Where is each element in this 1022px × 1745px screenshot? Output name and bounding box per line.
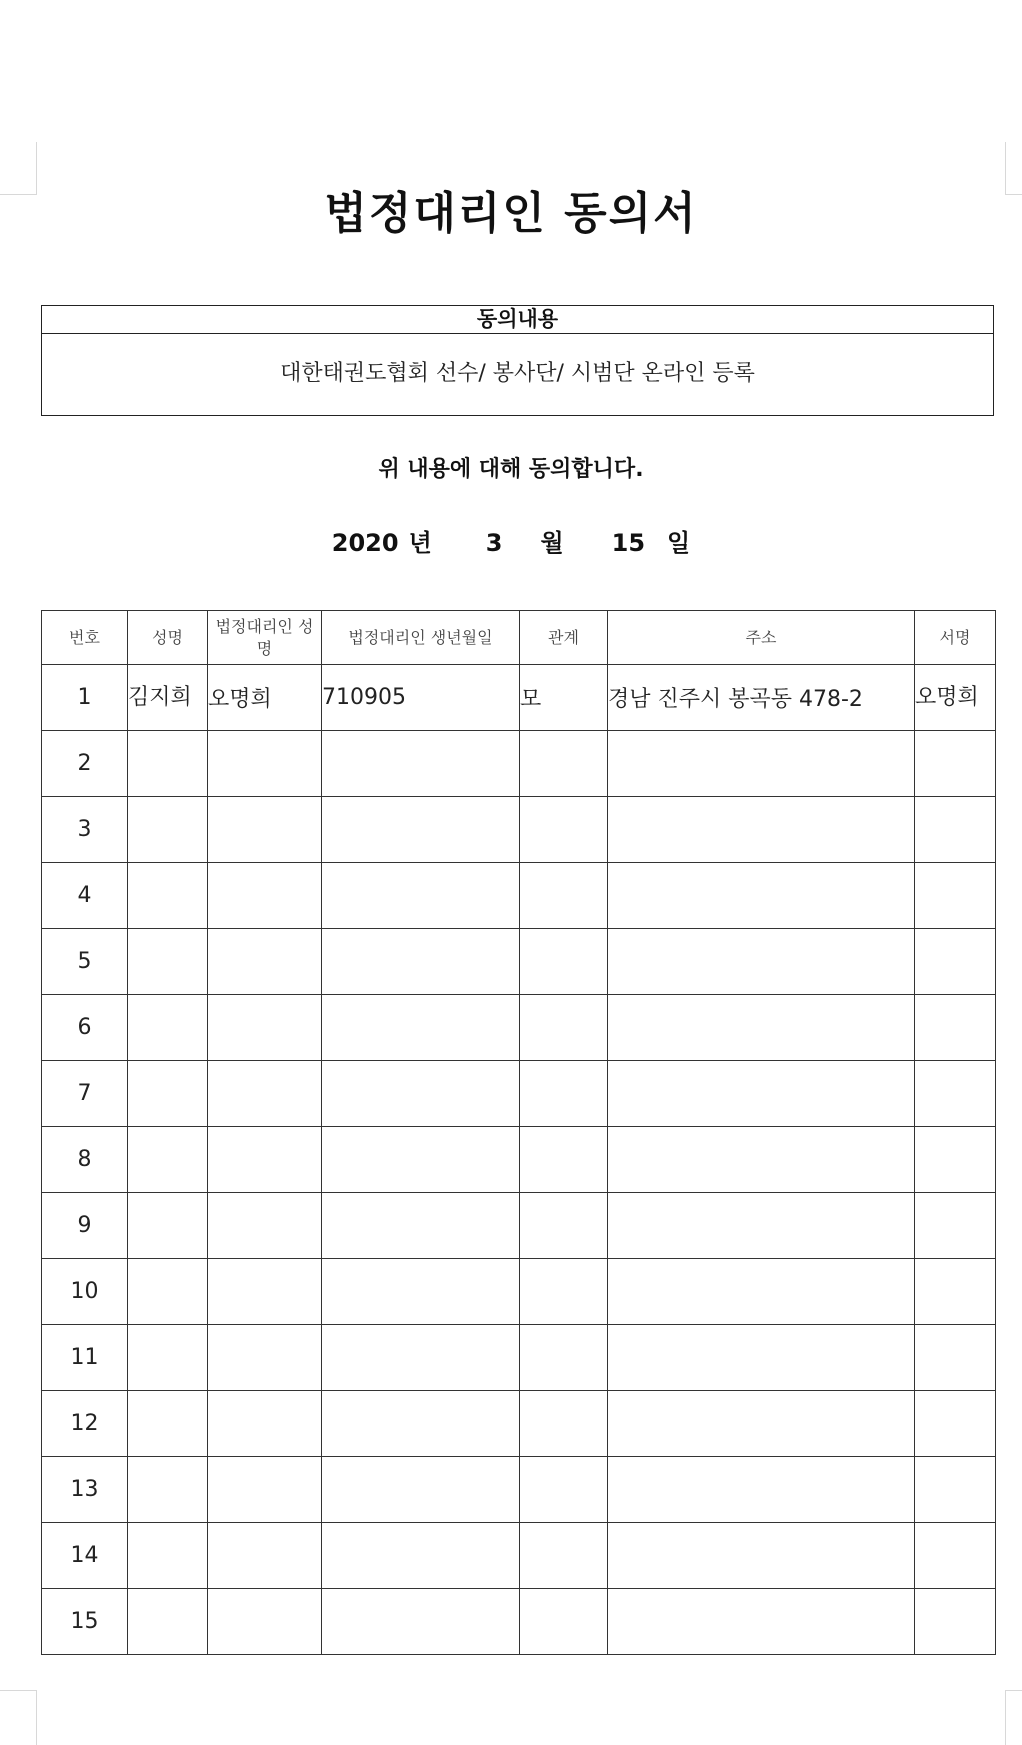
table-row	[42, 731, 996, 797]
guardian-table	[41, 610, 996, 1655]
cell-guardian-name	[208, 731, 322, 797]
cell-number: 6	[42, 995, 128, 1061]
cell-signature	[915, 1193, 996, 1259]
cell-name	[128, 1457, 208, 1523]
cell-number: 3	[42, 797, 128, 863]
cell-guardian-name	[208, 1127, 322, 1193]
cell-number: 13	[42, 1457, 128, 1523]
header-number: 번호	[42, 611, 128, 665]
crop-mark-bottom-right	[1005, 1690, 1022, 1745]
cell-guardian-name	[208, 1457, 322, 1523]
cell-name	[128, 929, 208, 995]
cell-relation: 모	[520, 665, 608, 731]
cell-guardian-birth	[322, 995, 520, 1061]
consent-header: 동의내용	[42, 306, 993, 334]
header-relation: 관계	[520, 611, 608, 665]
header-signature: 서명	[915, 611, 996, 665]
cell-relation	[520, 1589, 608, 1655]
cell-relation	[520, 995, 608, 1061]
table-row	[42, 1457, 996, 1523]
table-row	[42, 1589, 996, 1655]
cell-relation	[520, 1127, 608, 1193]
cell-number: 4	[42, 863, 128, 929]
crop-mark-bottom-left	[0, 1690, 37, 1745]
cell-relation	[520, 1259, 608, 1325]
cell-relation	[520, 1061, 608, 1127]
cell-signature	[915, 1391, 996, 1457]
cell-guardian-name	[208, 1589, 322, 1655]
cell-signature	[915, 1259, 996, 1325]
cell-guardian-name	[208, 797, 322, 863]
cell-signature	[915, 731, 996, 797]
cell-address	[608, 995, 915, 1061]
cell-signature	[915, 1457, 996, 1523]
cell-signature	[915, 1127, 996, 1193]
cell-address	[608, 1193, 915, 1259]
header-name: 성명	[128, 611, 208, 665]
table-row	[42, 1523, 996, 1589]
consent-body: 대한태권도협회 선수/ 봉사단/ 시범단 온라인 등록	[280, 361, 755, 386]
cell-address	[608, 863, 915, 929]
cell-guardian-birth	[322, 863, 520, 929]
cell-relation	[520, 1391, 608, 1457]
header-address: 주소	[608, 611, 915, 665]
cell-name	[128, 797, 208, 863]
cell-address	[608, 1061, 915, 1127]
cell-guardian-birth	[322, 1061, 520, 1127]
table-row	[42, 1127, 996, 1193]
cell-guardian-birth	[322, 1457, 520, 1523]
cell-address: 경남 진주시 봉곡동 478-2	[608, 665, 915, 731]
table-row	[42, 1325, 996, 1391]
cell-address	[608, 1589, 915, 1655]
cell-guardian-name: 오명희	[208, 665, 322, 731]
cell-guardian-name	[208, 1061, 322, 1127]
cell-guardian-birth	[322, 1193, 520, 1259]
cell-guardian-birth	[322, 731, 520, 797]
table-row	[42, 929, 996, 995]
cell-name	[128, 1391, 208, 1457]
cell-guardian-birth	[322, 1259, 520, 1325]
cell-number: 8	[42, 1127, 128, 1193]
cell-name	[128, 1523, 208, 1589]
cell-guardian-name	[208, 995, 322, 1061]
date-year-unit: 년	[408, 529, 432, 557]
cell-guardian-name	[208, 1193, 322, 1259]
table-row	[42, 1061, 996, 1127]
cell-name	[128, 1589, 208, 1655]
cell-address	[608, 929, 915, 995]
cell-number: 14	[42, 1523, 128, 1589]
cell-guardian-name	[208, 1325, 322, 1391]
cell-address	[608, 797, 915, 863]
cell-name	[128, 731, 208, 797]
cell-name	[128, 1193, 208, 1259]
cell-signature: 오명희	[915, 665, 996, 731]
cell-relation	[520, 731, 608, 797]
cell-guardian-name	[208, 1259, 322, 1325]
cell-address	[608, 1523, 915, 1589]
table-header-row	[42, 611, 996, 665]
cell-relation	[520, 1325, 608, 1391]
cell-name	[128, 1325, 208, 1391]
header-guardian-birth: 법정대리인 생년월일	[322, 611, 520, 665]
table-row	[42, 665, 996, 731]
cell-signature	[915, 929, 996, 995]
cell-address	[608, 1325, 915, 1391]
cell-number: 11	[42, 1325, 128, 1391]
document-title: 법정대리인 동의서	[324, 188, 698, 239]
table-row	[42, 863, 996, 929]
cell-guardian-birth: 710905	[322, 665, 520, 731]
cell-guardian-name	[208, 863, 322, 929]
cell-number: 5	[42, 929, 128, 995]
cell-guardian-birth	[322, 1127, 520, 1193]
cell-number: 10	[42, 1259, 128, 1325]
cell-relation	[520, 1523, 608, 1589]
cell-guardian-birth	[322, 1391, 520, 1457]
cell-guardian-birth	[322, 1523, 520, 1589]
cell-number: 7	[42, 1061, 128, 1127]
cell-address	[608, 731, 915, 797]
cell-number: 2	[42, 731, 128, 797]
cell-relation	[520, 863, 608, 929]
cell-number: 9	[42, 1193, 128, 1259]
table-row	[42, 995, 996, 1061]
cell-signature	[915, 1061, 996, 1127]
cell-signature	[915, 995, 996, 1061]
cell-name	[128, 995, 208, 1061]
table-row	[42, 1259, 996, 1325]
cell-guardian-name	[208, 1391, 322, 1457]
cell-relation	[520, 797, 608, 863]
consent-box	[41, 305, 994, 416]
cell-signature	[915, 1589, 996, 1655]
cell-address	[608, 1259, 915, 1325]
date-line	[0, 525, 1022, 561]
cell-address	[608, 1457, 915, 1523]
cell-guardian-birth	[322, 1325, 520, 1391]
date-year: 2020	[331, 529, 399, 557]
cell-name: 김지희	[128, 665, 208, 731]
cell-relation	[520, 1457, 608, 1523]
cell-number: 15	[42, 1589, 128, 1655]
table-row	[42, 1193, 996, 1259]
cell-guardian-birth	[322, 929, 520, 995]
cell-number: 12	[42, 1391, 128, 1457]
cell-relation	[520, 929, 608, 995]
cell-relation	[520, 1193, 608, 1259]
cell-name	[128, 1061, 208, 1127]
cell-name	[128, 863, 208, 929]
cell-number: 1	[42, 665, 128, 731]
date-day: 15	[611, 529, 646, 557]
date-day-unit: 일	[667, 529, 691, 557]
cell-name	[128, 1259, 208, 1325]
header-guardian-name: 법정대리인 성명	[208, 611, 322, 665]
agree-statement: 위 내용에 대해 동의합니다.	[378, 457, 644, 482]
cell-signature	[915, 1523, 996, 1589]
cell-guardian-birth	[322, 1589, 520, 1655]
cell-signature	[915, 863, 996, 929]
cell-signature	[915, 1325, 996, 1391]
table-row	[42, 797, 996, 863]
date-month: 3	[485, 529, 503, 557]
table-body	[42, 665, 996, 1655]
table-row	[42, 1391, 996, 1457]
date-month-unit: 월	[540, 529, 564, 557]
cell-guardian-name	[208, 1523, 322, 1589]
cell-name	[128, 1127, 208, 1193]
cell-address	[608, 1127, 915, 1193]
cell-address	[608, 1391, 915, 1457]
cell-guardian-birth	[322, 797, 520, 863]
cell-signature	[915, 797, 996, 863]
cell-guardian-name	[208, 929, 322, 995]
